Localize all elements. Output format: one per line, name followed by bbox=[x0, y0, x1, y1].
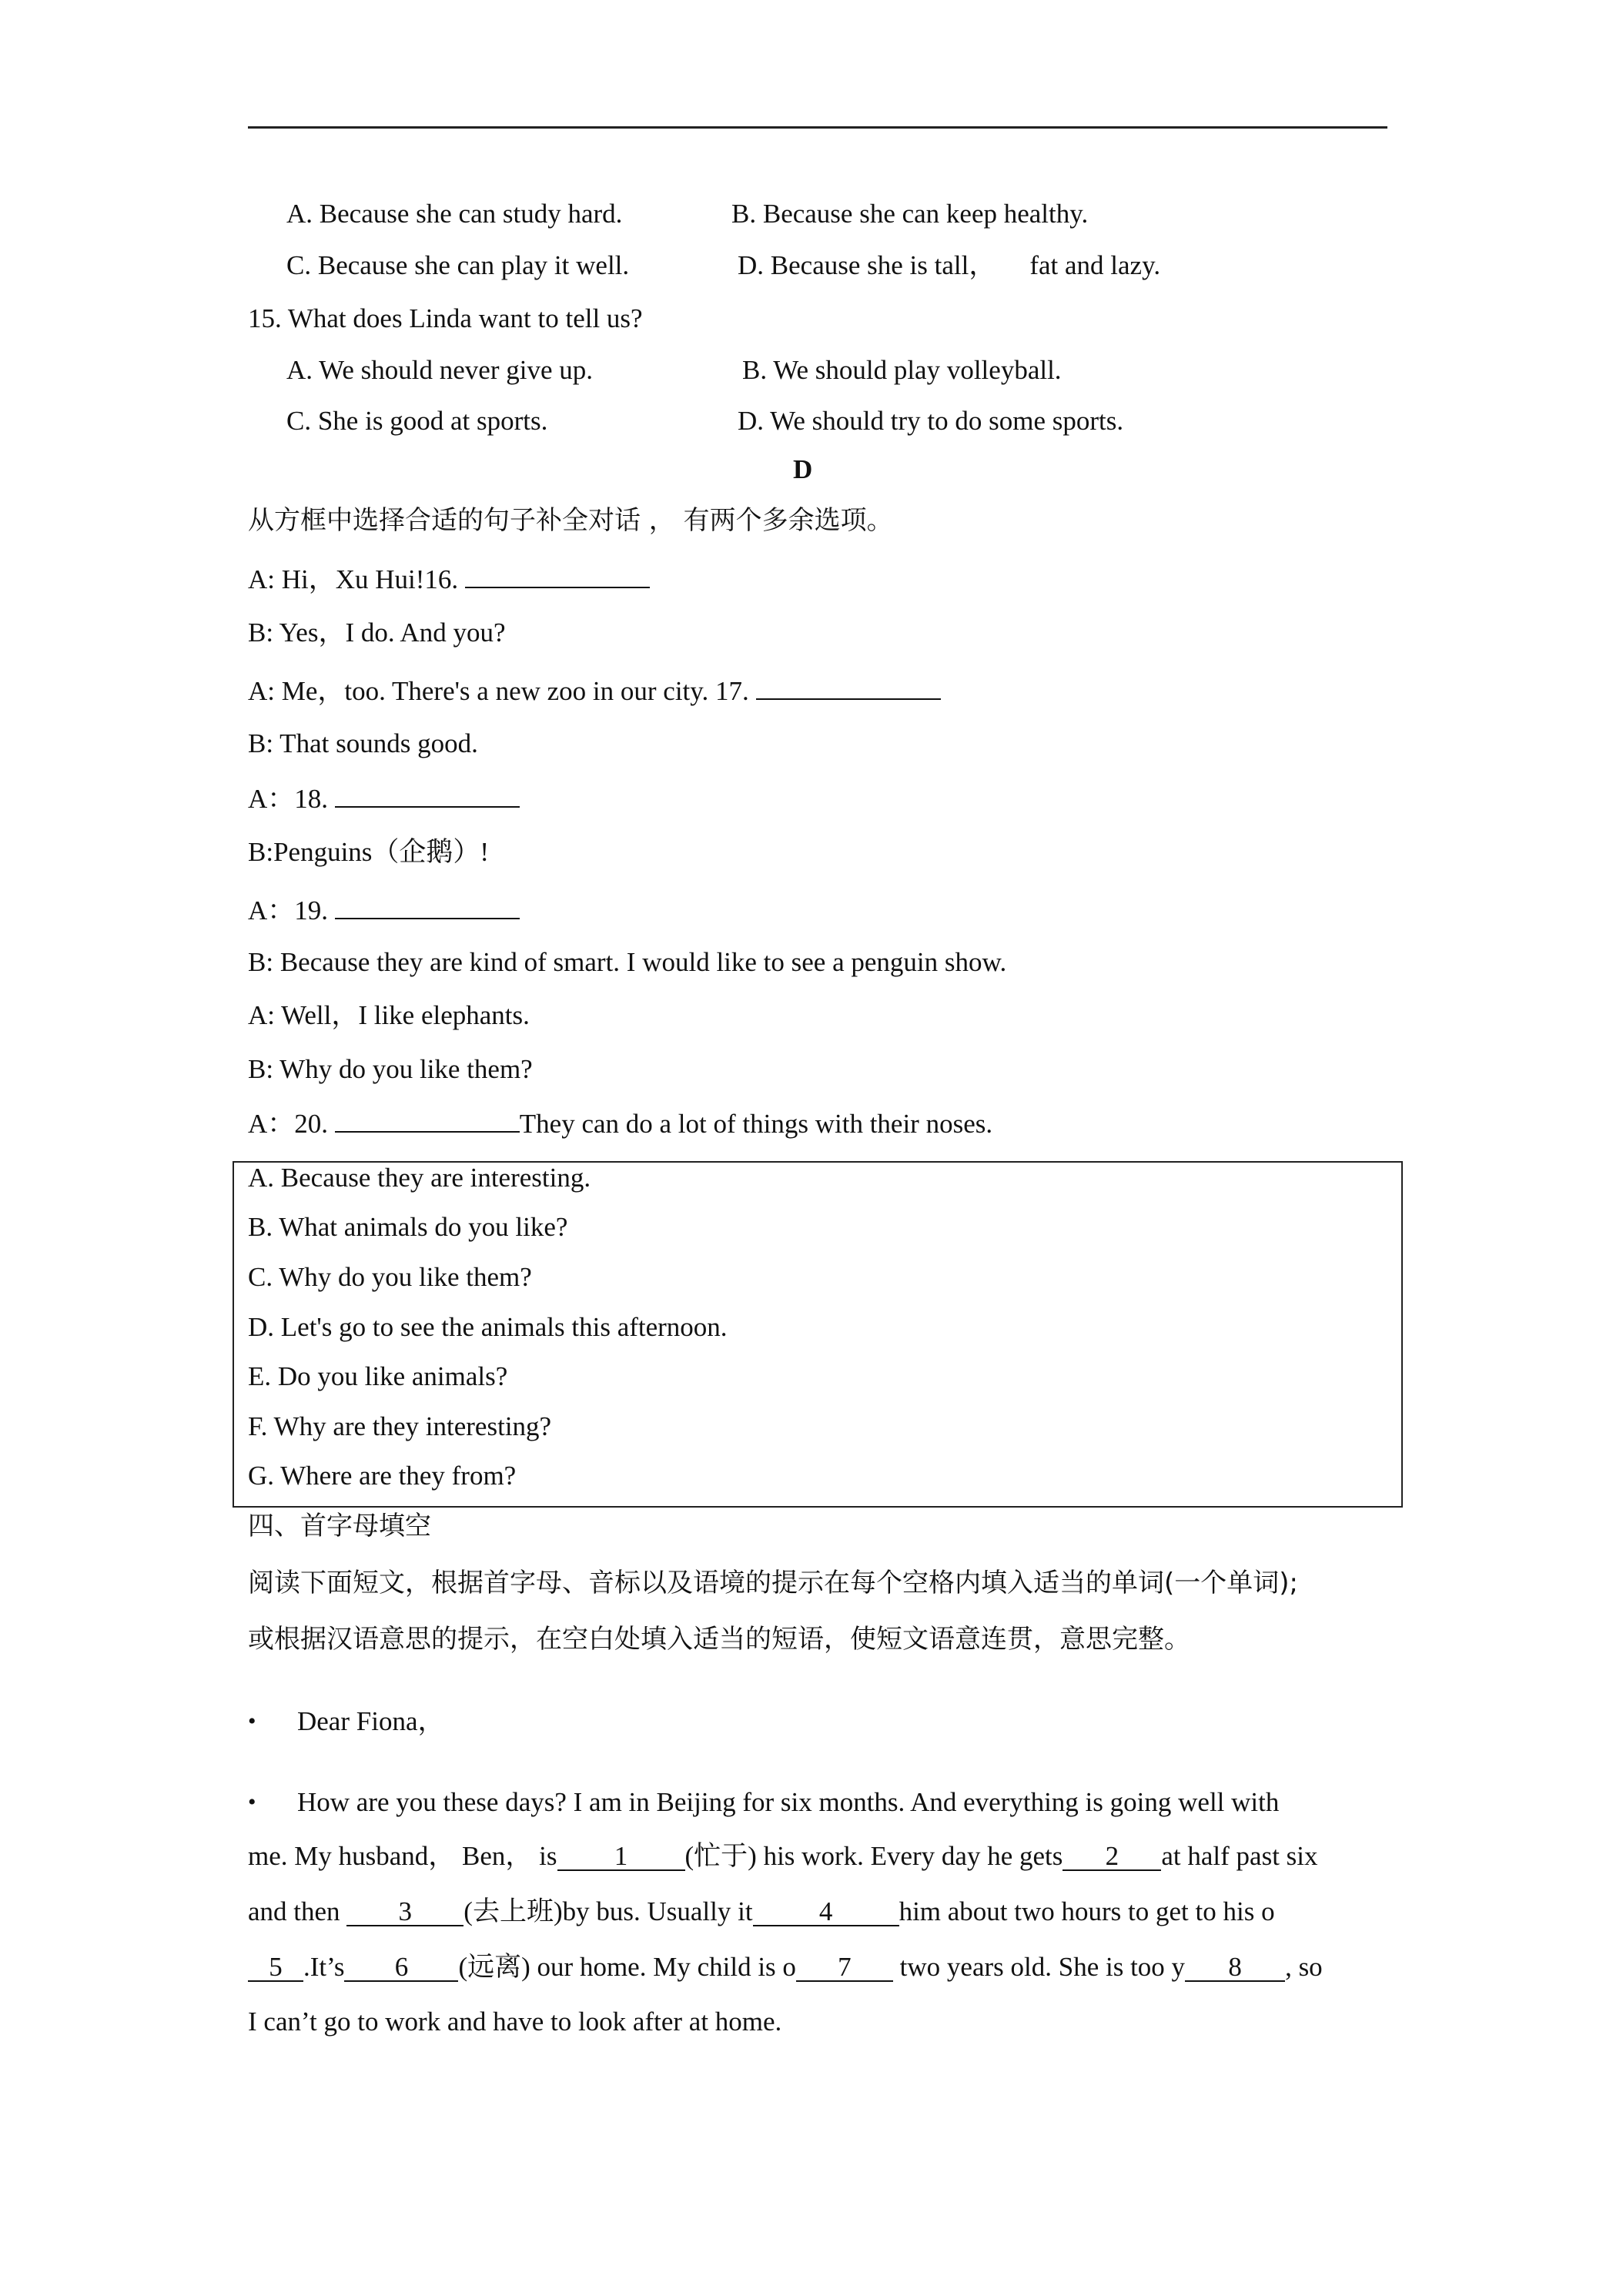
answer-blank-8[interactable]: 8 bbox=[1185, 1954, 1285, 1982]
dialogue-line-17 bbox=[248, 672, 941, 708]
q15-option-a: A. We should never give up. bbox=[286, 355, 593, 385]
q14-option-d-part1: D. Because she is tall， bbox=[738, 250, 996, 280]
q14-option-d-part2: fat and lazy. bbox=[1029, 250, 1161, 280]
passage-text: him about two hours to get to his o bbox=[899, 1896, 1275, 1926]
dialogue-line: B: Because they are kind of smart. I would like to see a penguin show. bbox=[248, 947, 1007, 977]
dialogue-text: They can do a lot of things with their noses. bbox=[519, 1109, 993, 1139]
dialogue-line-18 bbox=[248, 780, 520, 816]
passage-line-5: I can’t go to work and have to look after at home. bbox=[248, 2006, 782, 2037]
answer-blank-4[interactable]: 4 bbox=[753, 1899, 899, 1926]
passage-line-2 bbox=[248, 1839, 1318, 1873]
answer-blank-16[interactable] bbox=[465, 561, 650, 588]
answer-blank-6[interactable]: 6 bbox=[344, 1954, 458, 1982]
dialogue-line-19 bbox=[248, 892, 520, 928]
dialogue-line-20 bbox=[248, 1105, 992, 1141]
q14-option-a: A. Because she can study hard. bbox=[286, 199, 623, 229]
dialogue-line: B:Penguins（企鹅）! bbox=[248, 837, 490, 867]
dialogue-line: B: Yes，I do. And you? bbox=[248, 618, 506, 648]
passage-line-3 bbox=[248, 1895, 1275, 1929]
dialogue-text: A：20. bbox=[248, 1109, 329, 1139]
option-item: D. Let's go to see the animals this afternoon. bbox=[248, 1312, 728, 1342]
passage-line-4 bbox=[248, 1950, 1323, 1984]
dialogue-line-16 bbox=[248, 561, 650, 597]
passage-text: (去上班)by bus. Usually it bbox=[463, 1896, 753, 1926]
answer-blank-3[interactable]: 3 bbox=[346, 1899, 463, 1926]
passage-text: .It’s bbox=[303, 1952, 345, 1982]
q14-option-c: C. Because she can play it well. bbox=[286, 250, 630, 280]
answer-blank-5[interactable]: 5 bbox=[248, 1954, 303, 1982]
section-d-instruction: 从方框中选择合适的句子补全对话 ， 有两个多余选项。 bbox=[248, 505, 893, 536]
dialogue-text: A：18. bbox=[248, 784, 329, 814]
passage-text: , so bbox=[1285, 1952, 1323, 1982]
passage-line-1: How are you these days? I am in Beijing for six months. And everything is going well with bbox=[297, 1787, 1280, 1817]
dialogue-text: A: Hi，Xu Hui!16. bbox=[248, 564, 459, 594]
passage-text: and then bbox=[248, 1896, 340, 1926]
option-item: F. Why are they interesting? bbox=[248, 1411, 552, 1441]
dialogue-text: A: Me，too. There's a new zoo in our city. 17. bbox=[248, 676, 749, 706]
q15-option-d: D. We should try to do some sports. bbox=[738, 406, 1124, 436]
header-rule bbox=[248, 126, 1387, 129]
section-4-instruction-1: 阅读下面短文，根据首字母、音标以及语境的提示在每个空格内填入适当的单词(一个单词); bbox=[248, 1568, 1298, 1598]
q14-option-d bbox=[738, 249, 1160, 283]
dialogue-line: B: Why do you like them? bbox=[248, 1054, 533, 1084]
q15-question: 15. What does Linda want to tell us? bbox=[248, 303, 643, 333]
answer-blank-19[interactable] bbox=[335, 892, 520, 919]
dialogue-line: A: Well，I like elephants. bbox=[248, 1000, 530, 1030]
passage-text: at half past six bbox=[1161, 1841, 1318, 1871]
passage-text: (远离) our home. My child is o bbox=[458, 1952, 796, 1982]
answer-blank-1[interactable]: 1 bbox=[557, 1843, 685, 1871]
passage-text: (忙于) his work. Every day he gets bbox=[684, 1841, 1063, 1871]
option-item: G. Where are they from? bbox=[248, 1461, 517, 1491]
dialogue-text: A：19. bbox=[248, 895, 329, 925]
answer-blank-17[interactable] bbox=[756, 672, 941, 700]
bullet-icon: • bbox=[248, 1789, 256, 1815]
dialogue-line: B: That sounds good. bbox=[248, 728, 478, 758]
q15-option-b: B. We should play volleyball. bbox=[742, 355, 1062, 385]
passage-text: me. My husband， Ben， is bbox=[248, 1841, 557, 1871]
answer-blank-2[interactable]: 2 bbox=[1062, 1843, 1161, 1871]
option-item: B. What animals do you like? bbox=[248, 1212, 568, 1242]
answer-blank-18[interactable] bbox=[335, 780, 520, 808]
option-item: C. Why do you like them? bbox=[248, 1262, 532, 1292]
letter-salutation: Dear Fiona， bbox=[297, 1706, 445, 1736]
passage-text: two years old. She is too y bbox=[899, 1952, 1186, 1982]
answer-blank-20[interactable] bbox=[335, 1105, 520, 1133]
option-item: E. Do you like animals? bbox=[248, 1361, 508, 1391]
option-item: A. Because they are interesting. bbox=[248, 1163, 591, 1193]
bullet-icon: • bbox=[248, 1709, 256, 1734]
q14-option-b: B. Because she can keep healthy. bbox=[731, 199, 1089, 229]
q15-option-c: C. She is good at sports. bbox=[286, 406, 548, 436]
section-d-heading: D bbox=[793, 454, 813, 484]
answer-blank-7[interactable]: 7 bbox=[796, 1954, 893, 1982]
section-4-instruction-2: 或根据汉语意思的提示，在空白处填入适当的短语，使短文语意连贯，意思完整。 bbox=[248, 1624, 1190, 1655]
section-4-heading: 四、首字母填空 bbox=[248, 1511, 431, 1541]
